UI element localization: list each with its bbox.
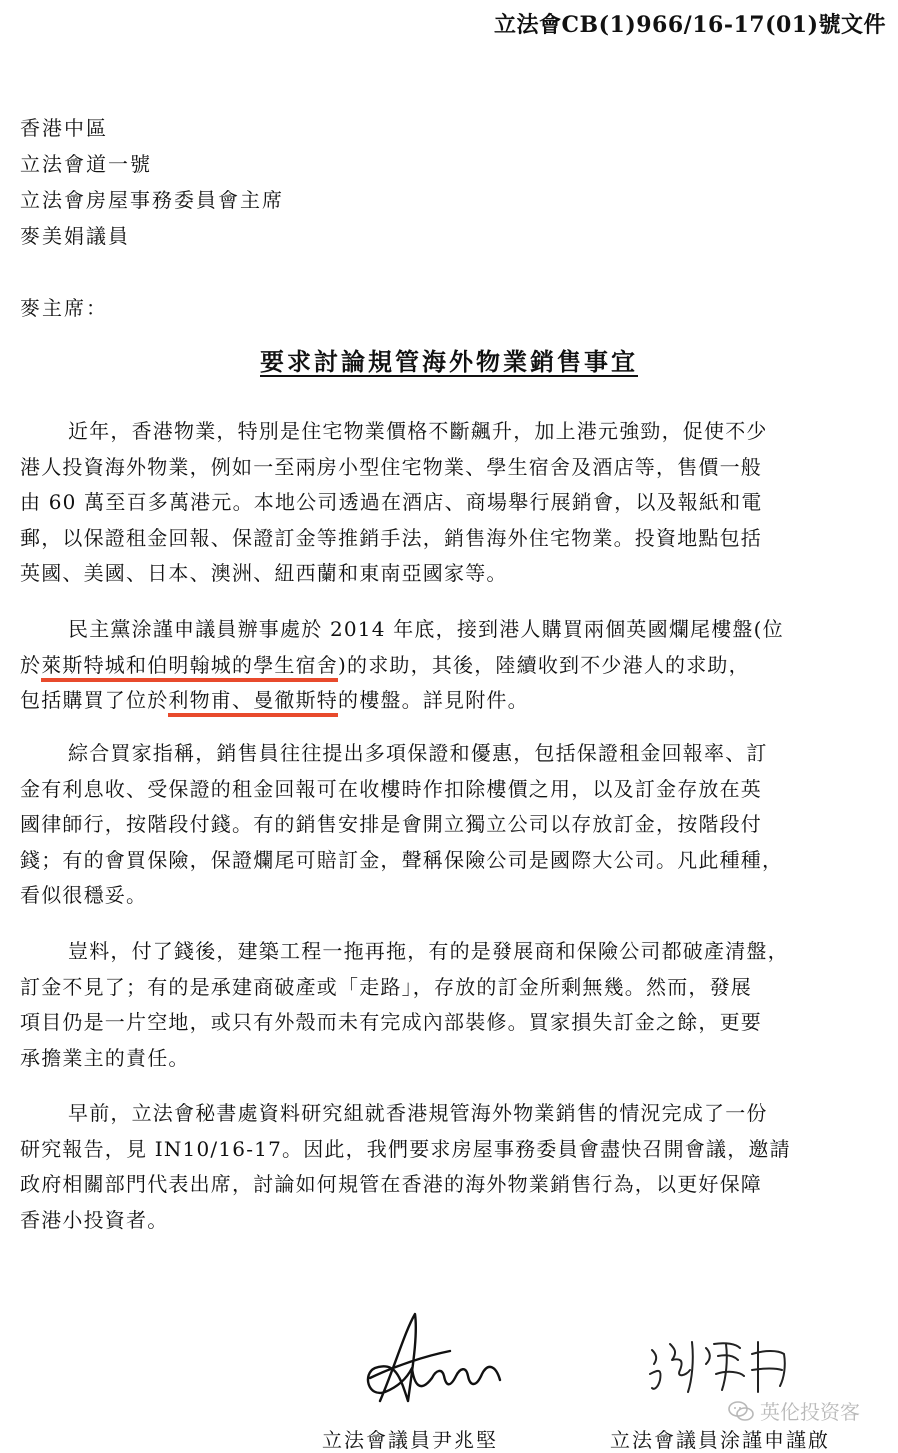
paragraph-line: 香港小投資者。 — [20, 1207, 169, 1232]
highlight-student-dorms: 萊斯特城和伯明翰城的學生宿舍 — [41, 653, 338, 682]
paragraph-line: 由 60 萬至百多萬港元。本地公司透過在酒店、商場舉行展銷會，以及報紙和電 — [20, 490, 763, 514]
paragraph-line: 綜合買家指稱，銷售員往往提出多項保證和優惠，包括保證租金回報率、訂 — [68, 741, 768, 765]
paragraph-line: 承擔業主的責任。 — [20, 1045, 190, 1070]
highlight-liverpool-manchester: 利物甫、曼徹斯特 — [168, 688, 338, 717]
paragraph-line: 近年，香港物業，特別是住宅物業價格不斷飆升，加上港元強勁，促使不少 — [68, 419, 768, 443]
paragraph-4 — [20, 934, 880, 1076]
address-line-2: 立法會道一號 — [20, 152, 152, 176]
paragraph-line: 港人投資海外物業，例如一至兩房小型住宅物業、學生宿舍及酒店等，售價一般 — [20, 454, 762, 479]
paragraph-line: 英國、美國、日本、澳洲、紐西蘭和東南亞國家等。 — [20, 561, 508, 585]
paragraph-line: 早前，立法會秘書處資料研究組就香港規管海外物業銷售的情況完成了一份 — [68, 1101, 768, 1125]
paragraph-line: 於萊斯特城和伯明翰城的學生宿舍)的求助，其後，陸續收到不少港人的求助， — [20, 648, 880, 684]
paragraph-line: 豈料，付了錢後，建築工程一拖再拖，有的是發展商和保險公司都破產清盤， — [68, 939, 789, 963]
salutation: 麥主席： — [20, 296, 108, 320]
paragraph-line: 研究報告，見 IN10/16-17。因此，我們要求房屋事務委員會盡快召開會議，邀請 — [20, 1136, 791, 1161]
signature-2-image — [640, 1330, 810, 1400]
address-line-3: 立法會房屋事務委員會主席 — [20, 188, 284, 212]
paragraph-line: 政府相關部門代表出席，討論如何規管在香港的海外物業銷售行為，以更好保障 — [20, 1172, 762, 1196]
paragraph-5 — [20, 1096, 880, 1238]
paragraph-1 — [20, 414, 880, 592]
signatory-2: 立法會議員涂謹申謹啟 — [610, 1428, 830, 1452]
paragraph-line: 金有利息收、受保證的租金回報可在收樓時作扣除樓價之用，以及訂金存放在英 — [20, 776, 762, 801]
address-line-1: 香港中區 — [20, 116, 108, 140]
paragraph-3 — [20, 736, 880, 914]
signature-1-image — [340, 1306, 520, 1416]
paragraph-2 — [20, 612, 880, 719]
address-line-4: 麥美娟議員 — [20, 224, 130, 248]
paragraph-line: 郵，以保證租金回報、保證訂金等推銷手法，銷售海外住宅物業。投資地點包括 — [20, 525, 762, 550]
paragraph-line: 國律師行，按階段付錢。有的銷售安排是會開立獨立公司以存放訂金，按階段付 — [20, 812, 762, 836]
document-reference: 立法會CB(1)966/16-17(01)號文件 — [494, 12, 886, 38]
letter-title: 要求討論規管海外物業銷售事宜 — [260, 347, 638, 376]
watermark — [728, 1396, 860, 1425]
paragraph-line: 錢；有的會買保險，保證爛尾可賠訂金，聲稱保險公司是國際大公司。凡此種種， — [20, 847, 784, 872]
paragraph-line: 包括購買了位於利物甫、曼徹斯特的樓盤。詳見附件。 — [20, 683, 880, 719]
paragraph-line: 民主黨涂謹申議員辦事處於 2014 年底，接到港人購買兩個英國爛尾樓盤(位 — [68, 617, 784, 641]
paragraph-line: 訂金不見了；有的是承建商破產或「走路」，存放的訂金所剩無幾。然而，發展 — [20, 974, 752, 999]
signatory-1: 立法會議員尹兆堅 — [322, 1428, 498, 1452]
wechat-icon — [728, 1400, 754, 1422]
paragraph-line: 項目仍是一片空地，或只有外殼而未有完成內部裝修。買家損失訂金之餘，更要 — [20, 1010, 762, 1034]
paragraph-line: 看似很穩妥。 — [20, 883, 148, 907]
watermark-text: 英伦投资客 — [760, 1400, 860, 1424]
